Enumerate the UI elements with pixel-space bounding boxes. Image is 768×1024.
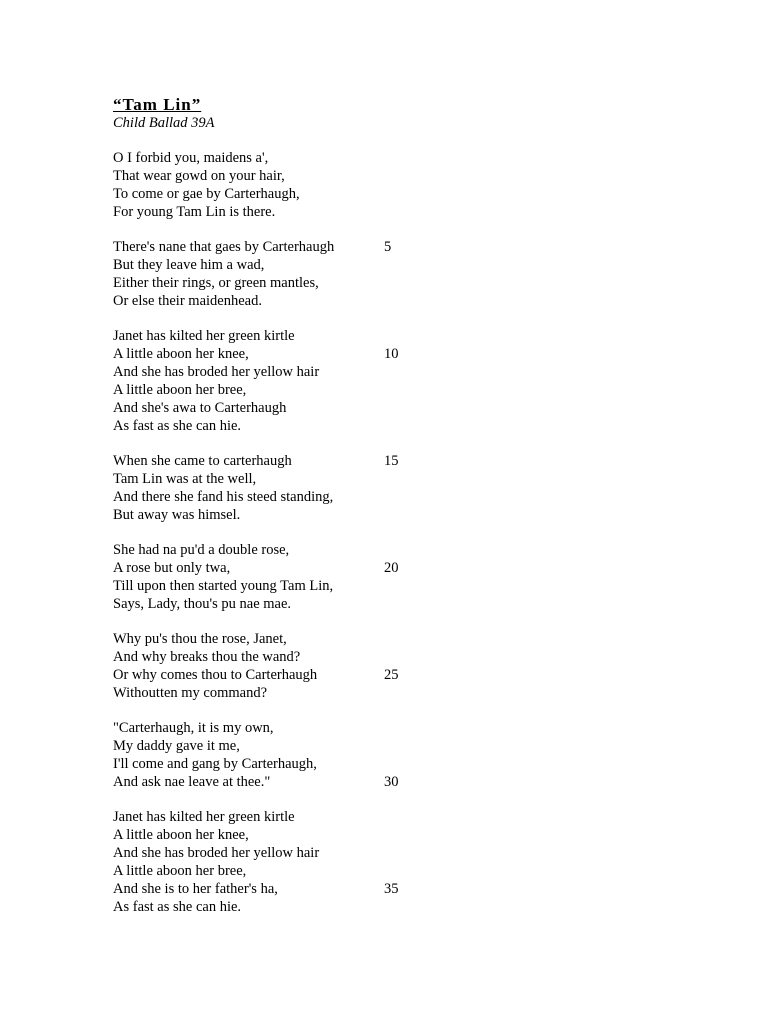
- verse-line-text: A little aboon her bree,: [113, 381, 247, 398]
- line-number: 5: [384, 239, 392, 256]
- verse-line-text: Till upon then started young Tam Lin,: [113, 577, 334, 594]
- verse-line: [113, 239, 443, 257]
- stanza: [113, 453, 443, 525]
- verse-line-text: As fast as she can hie.: [113, 417, 242, 434]
- verse-line-text: Says, Lady, thou's pu nae mae.: [113, 595, 292, 612]
- verse-line: [113, 275, 443, 293]
- verse-line-text: And ask nae leave at thee.": [113, 773, 271, 790]
- verse-line: [113, 578, 443, 596]
- verse-line: [113, 150, 443, 168]
- verse-line-text: Or why comes thou to Carterhaugh: [113, 666, 318, 683]
- stanza: [113, 150, 443, 222]
- stanza: [113, 328, 443, 435]
- verse-line: [113, 738, 443, 756]
- verse-line-text: I'll come and gang by Carterhaugh,: [113, 755, 317, 772]
- page-subtitle: Child Ballad 39A: [113, 115, 215, 131]
- verse-line: [113, 774, 443, 792]
- verse-line: [113, 809, 443, 827]
- verse-line-text: For young Tam Lin is there.: [113, 203, 276, 220]
- verse-line: [113, 863, 443, 881]
- verse-line: [113, 489, 443, 507]
- ballad-page: [113, 95, 443, 934]
- verse-line-text: To come or gae by Carterhaugh,: [113, 185, 300, 202]
- verse-line: [113, 560, 443, 578]
- verse-line-text: And she is to her father's ha,: [113, 880, 278, 897]
- verse-line: [113, 168, 443, 186]
- verse-line-text: Janet has kilted her green kirtle: [113, 328, 295, 345]
- verse-line: [113, 542, 443, 560]
- verse-line-text: "Carterhaugh, it is my own,: [113, 720, 274, 737]
- verse-line: [113, 400, 443, 418]
- verse-line: [113, 364, 443, 382]
- stanza: [113, 631, 443, 703]
- verse-line-text: A little aboon her knee,: [113, 827, 249, 844]
- verse-line: [113, 845, 443, 863]
- verse-line-text: Either their rings, or green mantles,: [113, 274, 319, 291]
- verse-line-text: Janet has kilted her green kirtle: [113, 809, 295, 826]
- verse-line-text: Tam Lin was at the well,: [113, 470, 257, 487]
- verse-line-text: O I forbid you, maidens a',: [113, 150, 269, 166]
- verse-line: [113, 596, 443, 614]
- line-number: 20: [384, 559, 399, 576]
- verse-line: [113, 418, 443, 436]
- verse-line: [113, 471, 443, 489]
- verse-line: [113, 328, 443, 346]
- verse-line: [113, 346, 443, 364]
- verse-line: [113, 649, 443, 667]
- verse-line-text: A little aboon her knee,: [113, 346, 249, 363]
- stanza: [113, 720, 443, 792]
- verse-line-text: Withoutten my command?: [113, 684, 268, 701]
- line-number: 30: [384, 773, 399, 790]
- verse-line-text: Or else their maidenhead.: [113, 292, 262, 309]
- verse-line-text: There's nane that gaes by Carterhaugh: [113, 239, 335, 256]
- line-number: 25: [384, 666, 399, 683]
- page-title: “Tam Lin”: [113, 95, 202, 114]
- verse-line-text: That wear gowd on your hair,: [113, 167, 285, 184]
- verse-line-text: She had na pu'd a double rose,: [113, 542, 290, 559]
- verse-line: [113, 685, 443, 703]
- verse-line-text: As fast as she can hie.: [113, 898, 242, 915]
- verse-line: [113, 382, 443, 400]
- verse-line-text: And she has broded her yellow hair: [113, 845, 320, 861]
- verse-line-text: And she has broded her yellow hair: [113, 363, 320, 380]
- verse-line-text: And there she fand his steed standing,: [113, 488, 334, 505]
- verse-line-text: My daddy gave it me,: [113, 738, 240, 755]
- stanza-list: [113, 150, 443, 917]
- verse-line: [113, 827, 443, 845]
- verse-line-text: But they leave him a wad,: [113, 256, 265, 273]
- verse-line: [113, 881, 443, 899]
- line-number: 15: [384, 452, 399, 469]
- verse-line-text: When she came to carterhaugh: [113, 452, 292, 469]
- verse-line-text: Why pu's thou the rose, Janet,: [113, 631, 287, 648]
- verse-line: [113, 631, 443, 649]
- line-number: 10: [384, 346, 399, 363]
- verse-line: [113, 293, 443, 311]
- verse-line-text: And she's awa to Carterhaugh: [113, 399, 287, 416]
- verse-line-text: But away was himsel.: [113, 506, 241, 523]
- verse-line-text: And why breaks thou the wand?: [113, 648, 301, 665]
- verse-line: [113, 507, 443, 525]
- stanza: [113, 542, 443, 614]
- stanza: [113, 239, 443, 311]
- verse-line: [113, 453, 443, 471]
- verse-line: [113, 899, 443, 917]
- verse-line-text: A little aboon her bree,: [113, 862, 247, 879]
- verse-line: [113, 186, 443, 204]
- verse-line: [113, 756, 443, 774]
- verse-line: [113, 720, 443, 738]
- verse-line: [113, 667, 443, 685]
- verse-line: [113, 204, 443, 222]
- stanza: [113, 809, 443, 916]
- verse-line: [113, 257, 443, 275]
- line-number: 35: [384, 880, 399, 897]
- verse-line-text: A rose but only twa,: [113, 559, 231, 576]
